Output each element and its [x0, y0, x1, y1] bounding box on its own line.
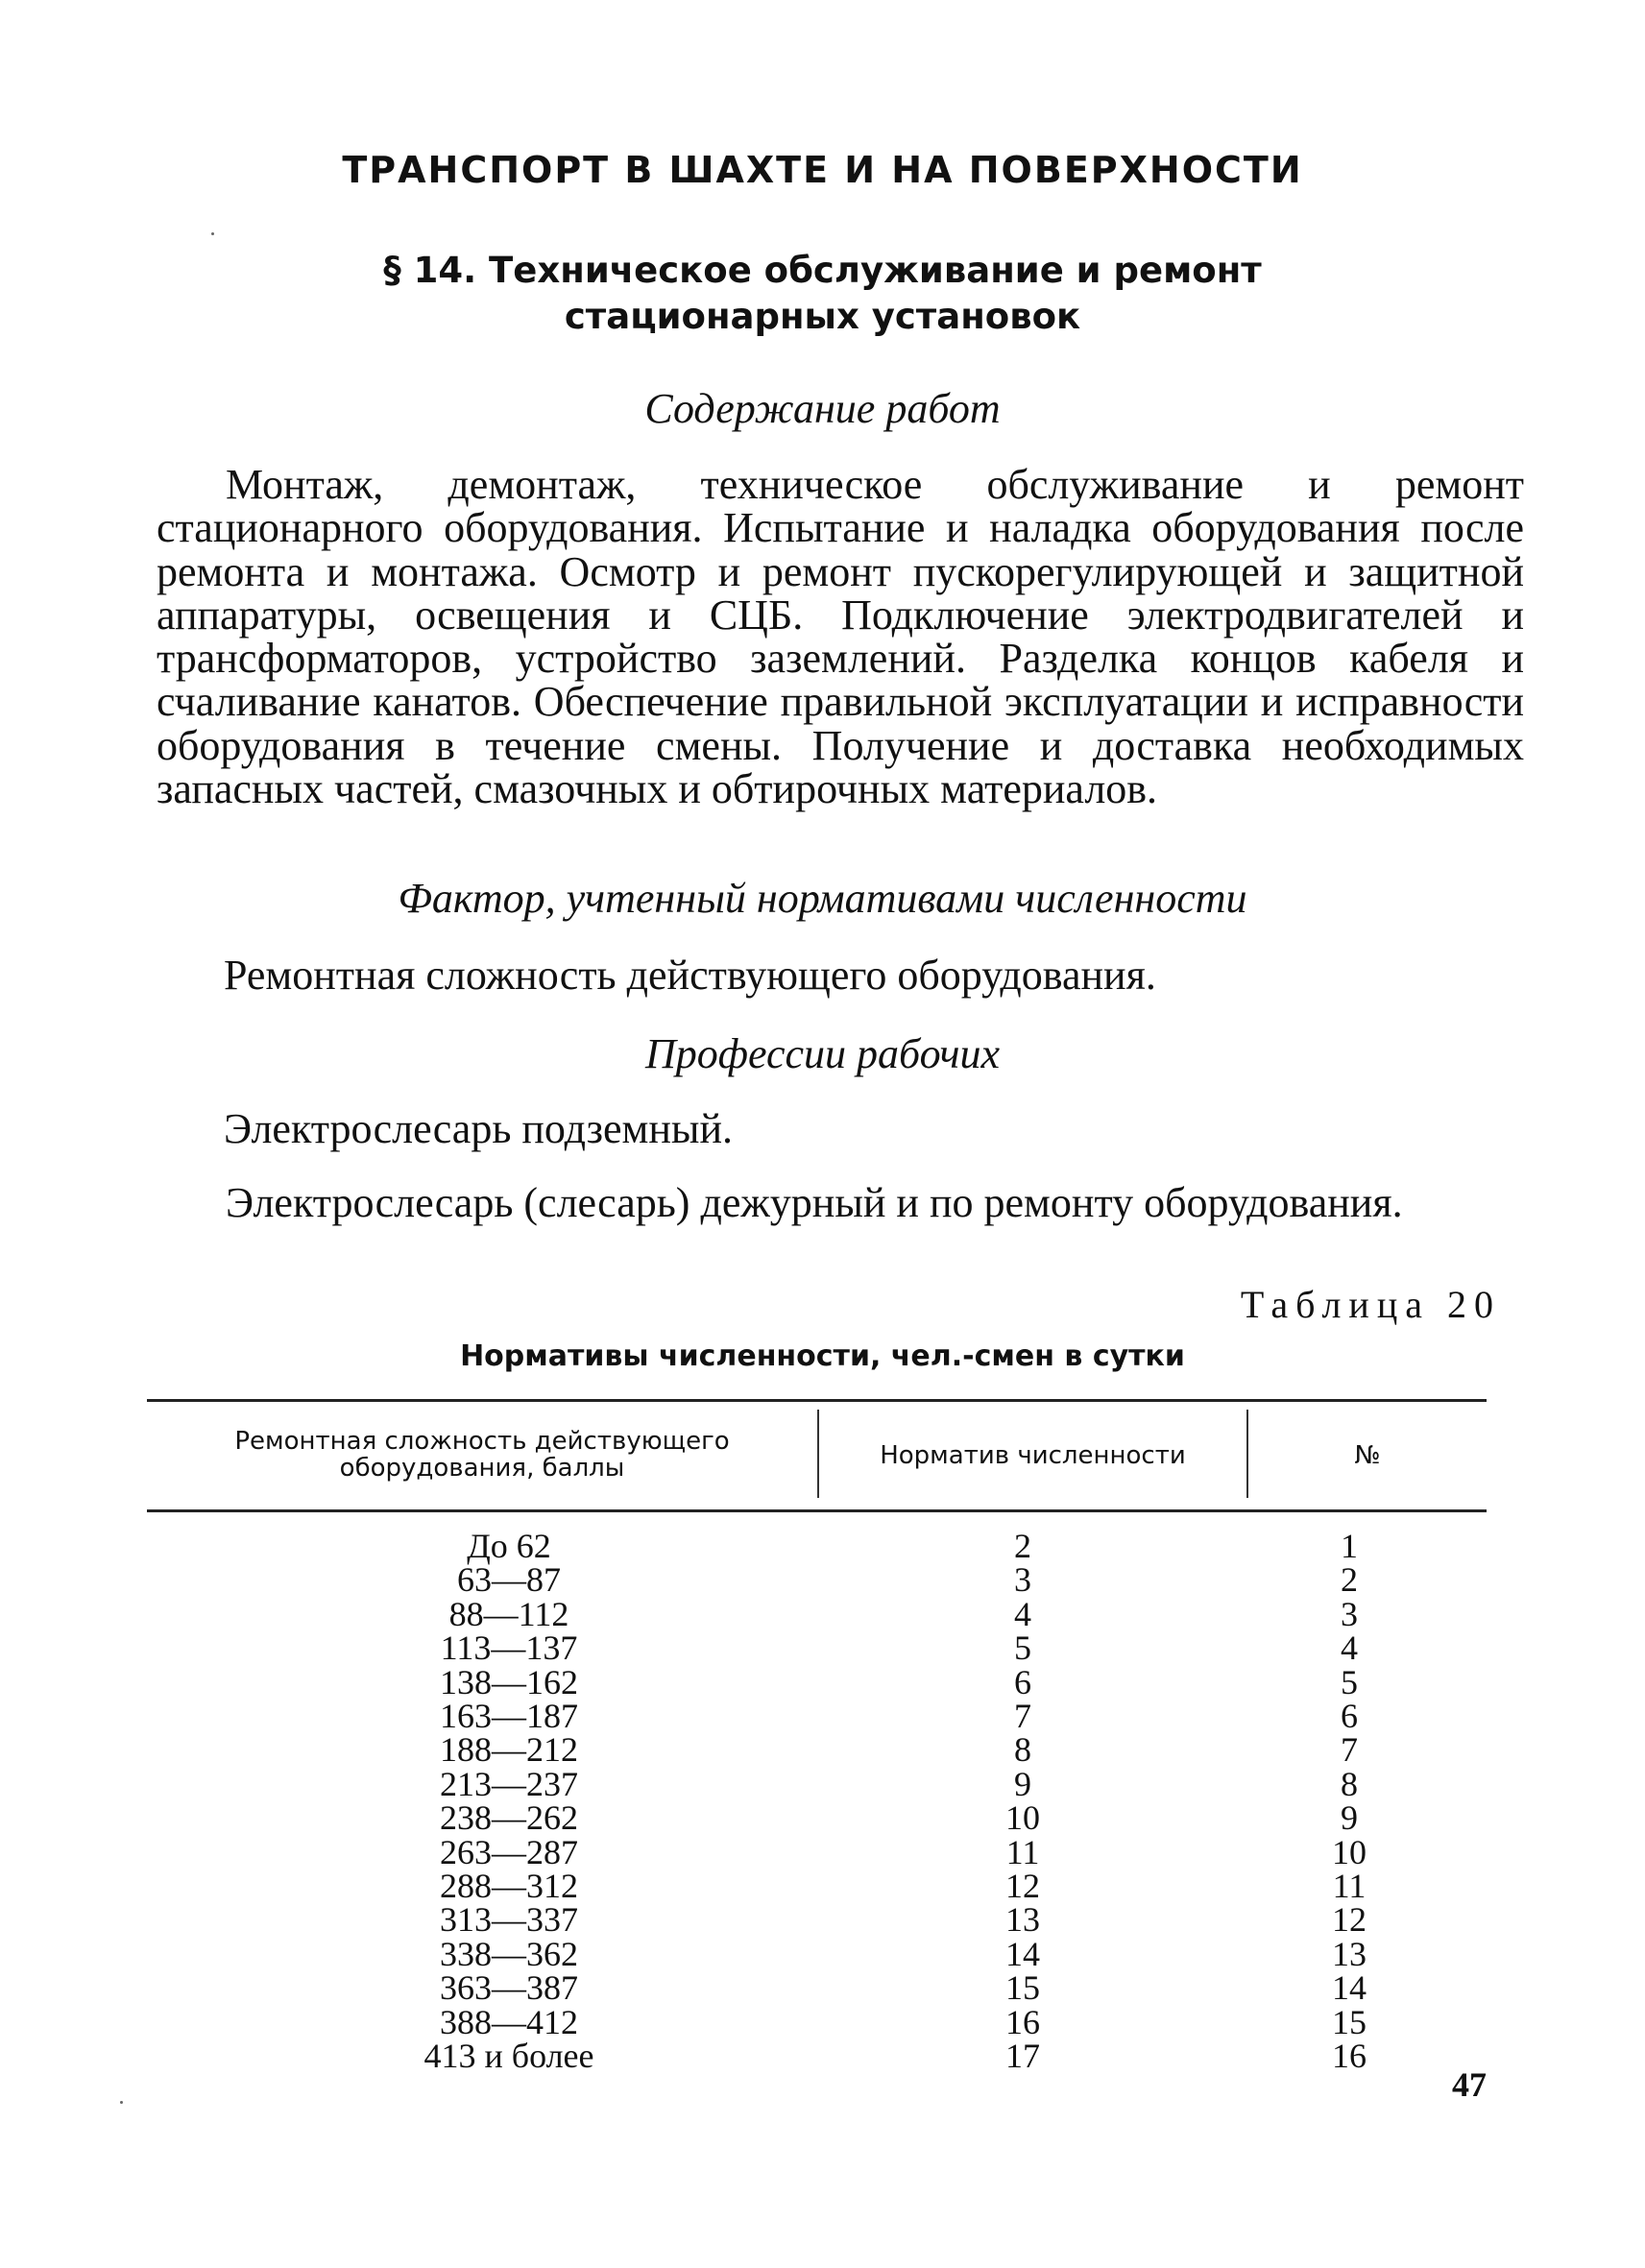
table-cell-norm: 13	[1005, 1900, 1040, 1940]
table-cell-number: 1	[1341, 1527, 1358, 1565]
table-column-complexity	[365, 1527, 653, 2076]
table-cell-norm: 6	[1014, 1662, 1031, 1701]
table-cell-norm: 7	[1014, 1697, 1031, 1736]
table-cell-number: 6	[1341, 1697, 1358, 1736]
table-cell-complexity: 338—362	[440, 1934, 578, 1973]
table-cell-complexity: 163—187	[440, 1697, 578, 1736]
table-cell-complexity: 238—262	[440, 1798, 578, 1838]
table-top-rule	[147, 1399, 1487, 1402]
print-speck	[211, 232, 214, 235]
table-cell-norm: 8	[1014, 1730, 1031, 1770]
table-cell-norm: 14	[1005, 1934, 1040, 1973]
table-cell-complexity: 138—162	[440, 1662, 578, 1701]
section-title	[0, 248, 1645, 340]
table-cell-norm: 17	[1005, 2037, 1040, 2076]
table-cell-number: 16	[1332, 2037, 1367, 2076]
content-heading: Содержание работ	[644, 385, 1001, 432]
table-cell-number: 15	[1332, 2002, 1367, 2041]
table-cell-number: 2	[1341, 1560, 1358, 1600]
table-cell-complexity: 413 и более	[423, 2037, 594, 2076]
table-header-norm: Норматив численности	[880, 1441, 1186, 1470]
table-cell-complexity: 363—387	[440, 1968, 578, 2008]
factor-paragraph: Ремонтная сложность действующего оборудования.	[224, 952, 1156, 999]
table-label: Таблица 20	[1240, 1283, 1501, 1326]
table-cell-complexity: 213—237	[440, 1764, 578, 1803]
table-cell-complexity: До 62	[467, 1527, 551, 1565]
table-cell-number: 10	[1332, 1832, 1367, 1871]
table-cell-complexity: 288—312	[440, 1867, 578, 1906]
page-number: 47	[1452, 2065, 1487, 2104]
table-cell-number: 11	[1332, 1867, 1367, 1906]
header-line: оборудования, баллы	[339, 1454, 625, 1483]
section-title-line-1: § 14. Техническое обслуживание и ремонт	[383, 250, 1262, 291]
table-cell-number: 4	[1341, 1629, 1358, 1668]
content-paragraph: Монтаж, демонтаж, техническое обслуживание и ремонт стационарного оборудования. Испытание и наладка оборудования после ремонта и монтажа. Осмотр и ремонт пускорегулирующей и защитной аппаратуры, освещения и СЦБ. Подключение электродвигателей и трансформаторов, устройство заземлений. Разделка концов кабеля и счаливание канатов. Обеспечение правильной эксплуатации и исправности оборудования в течение смены. Получение и доставка необходимых запасных частей, смазочных и обтирочных материалов.	[157, 461, 1524, 813]
table-cell-norm: 16	[1005, 2002, 1040, 2041]
table-cell-number: 5	[1341, 1662, 1358, 1701]
table-title: Нормативы численности, чел.-смен в сутки	[460, 1339, 1185, 1373]
table-column-norm	[960, 1527, 1085, 2076]
section-title-line-2: стационарных установок	[564, 296, 1081, 337]
profession-item: Электрослесарь (слесарь) дежурный и по ремонту оборудования.	[226, 1179, 1403, 1226]
table-column-number	[1287, 1527, 1412, 2076]
table-cell-norm: 15	[1005, 1968, 1040, 2008]
table-cell-norm: 3	[1014, 1560, 1031, 1600]
table-cell-norm: 10	[1005, 1798, 1040, 1838]
chapter-title: ТРАНСПОРТ В ШАХТЕ И НА ПОВЕРХНОСТИ	[342, 149, 1303, 191]
table-header-complexity	[147, 1428, 817, 1482]
table-cell-norm: 2	[1014, 1527, 1031, 1565]
table-cell-number: 13	[1332, 1934, 1367, 1973]
table-cell-complexity: 388—412	[440, 2002, 578, 2041]
table-cell-norm: 9	[1014, 1764, 1031, 1803]
table-cell-norm: 4	[1014, 1594, 1031, 1633]
table-cell-norm: 5	[1014, 1629, 1031, 1668]
table-cell-number: 3	[1341, 1594, 1358, 1633]
table-cell-number: 14	[1332, 1968, 1367, 2008]
table-cell-number: 7	[1341, 1730, 1358, 1770]
table-cell-number: 9	[1341, 1798, 1358, 1838]
table-header-number: №	[1354, 1441, 1381, 1470]
profession-item: Электрослесарь подземный.	[224, 1105, 733, 1152]
table-cell-complexity: 63—87	[457, 1560, 561, 1600]
table-cell-number: 8	[1341, 1764, 1358, 1803]
table-cell-complexity: 313—337	[440, 1900, 578, 1940]
table-cell-norm: 11	[1005, 1832, 1040, 1871]
header-line: Ремонтная сложность действующего	[234, 1427, 730, 1456]
table-header-rule	[147, 1509, 1487, 1512]
table-cell-complexity: 88—112	[448, 1594, 569, 1633]
print-speck	[120, 2101, 123, 2104]
table-cell-norm: 12	[1005, 1867, 1040, 1906]
professions-heading: Профессии рабочих	[645, 1030, 1000, 1077]
factor-heading: Фактор, учтенный нормативами численности	[398, 875, 1247, 922]
table-cell-complexity: 263—287	[440, 1832, 578, 1871]
table-cell-complexity: 188—212	[440, 1730, 578, 1770]
table-cell-complexity: 113—137	[440, 1629, 578, 1668]
table-cell-number: 12	[1332, 1900, 1367, 1940]
